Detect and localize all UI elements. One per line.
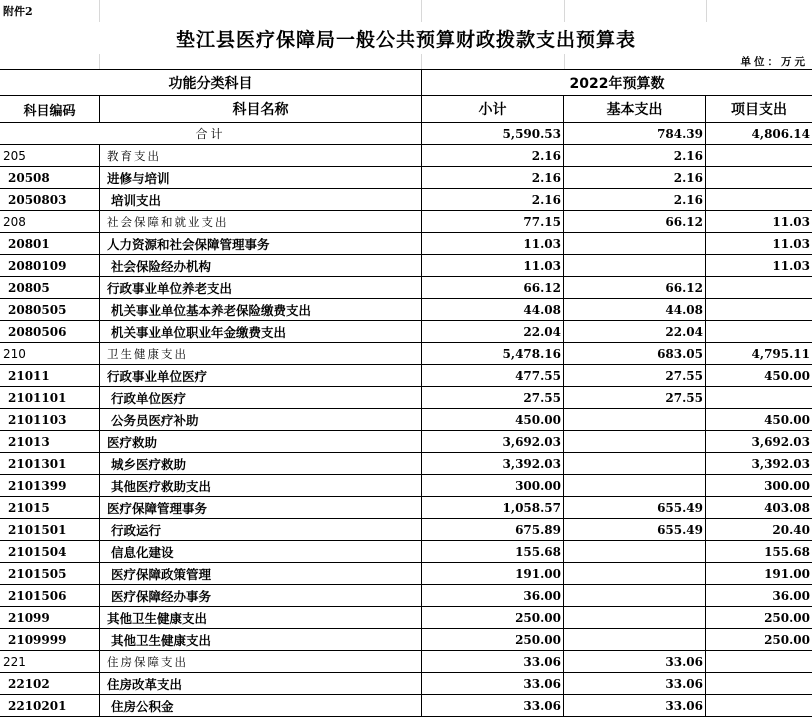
table-row xyxy=(0,519,812,541)
row-subtotal: 2.16 xyxy=(422,145,564,167)
table-row xyxy=(0,453,812,475)
header-basic: 基本支出 xyxy=(564,96,706,123)
row-code: 2080505 xyxy=(0,299,100,321)
row-project: 403.08 xyxy=(706,497,812,519)
row-project: 11.03 xyxy=(706,233,812,255)
row-subtotal: 36.00 xyxy=(422,585,564,607)
table-row xyxy=(0,563,812,585)
row-code: 2101103 xyxy=(0,409,100,431)
table-row xyxy=(0,255,812,277)
row-project xyxy=(706,673,812,695)
row-basic: 27.55 xyxy=(564,387,706,409)
table-row xyxy=(0,673,812,695)
header-code: 科目编码 xyxy=(0,96,100,123)
table-row xyxy=(0,321,812,343)
row-name: 住房保障支出 xyxy=(100,651,422,673)
row-name: 住房改革支出 xyxy=(100,673,422,695)
total-label: 合计 xyxy=(0,123,422,145)
row-code: 221 xyxy=(0,651,100,673)
empty-cell xyxy=(564,54,706,69)
row-basic xyxy=(564,409,706,431)
row-name: 社会保险经办机构 xyxy=(100,255,422,277)
row-code: 21011 xyxy=(0,365,100,387)
unit-row xyxy=(0,54,812,69)
row-subtotal: 11.03 xyxy=(422,255,564,277)
row-basic xyxy=(564,563,706,585)
row-basic xyxy=(564,233,706,255)
table-row xyxy=(0,607,812,629)
row-basic xyxy=(564,585,706,607)
row-code: 2101301 xyxy=(0,453,100,475)
empty-cell xyxy=(99,0,421,22)
header-row-2 xyxy=(0,96,812,123)
row-subtotal: 66.12 xyxy=(422,277,564,299)
row-code: 210 xyxy=(0,343,100,365)
row-code: 20508 xyxy=(0,167,100,189)
row-project: 11.03 xyxy=(706,211,812,233)
row-project: 155.68 xyxy=(706,541,812,563)
row-name: 住房公积金 xyxy=(100,695,422,717)
row-name: 进修与培训 xyxy=(100,167,422,189)
row-code: 2101505 xyxy=(0,563,100,585)
row-basic: 33.06 xyxy=(564,673,706,695)
row-project xyxy=(706,277,812,299)
empty-cell xyxy=(706,0,812,22)
row-project xyxy=(706,321,812,343)
row-project xyxy=(706,189,812,211)
row-subtotal: 2.16 xyxy=(422,189,564,211)
row-subtotal: 3,392.03 xyxy=(422,453,564,475)
row-code: 205 xyxy=(0,145,100,167)
row-subtotal: 250.00 xyxy=(422,607,564,629)
row-basic xyxy=(564,431,706,453)
row-code: 2109999 xyxy=(0,629,100,651)
row-name: 人力资源和社会保障管理事务 xyxy=(100,233,422,255)
page-title: 垫江县医疗保障局一般公共预算财政拨款支出预算表 xyxy=(175,28,636,51)
row-basic xyxy=(564,607,706,629)
row-project xyxy=(706,651,812,673)
row-name: 机关事业单位基本养老保险缴费支出 xyxy=(100,299,422,321)
row-code: 2210201 xyxy=(0,695,100,717)
table-row xyxy=(0,431,812,453)
row-code: 21099 xyxy=(0,607,100,629)
row-basic: 2.16 xyxy=(564,167,706,189)
empty-cell xyxy=(564,0,706,22)
row-basic: 655.49 xyxy=(564,497,706,519)
row-basic xyxy=(564,255,706,277)
row-name: 城乡医疗救助 xyxy=(100,453,422,475)
unit-label: 单位：万元 xyxy=(740,56,808,68)
row-basic: 2.16 xyxy=(564,145,706,167)
row-basic: 655.49 xyxy=(564,519,706,541)
row-basic: 22.04 xyxy=(564,321,706,343)
row-name: 行政事业单位养老支出 xyxy=(100,277,422,299)
attachment-label: 附件2 xyxy=(3,5,33,18)
row-name: 培训支出 xyxy=(100,189,422,211)
row-code: 208 xyxy=(0,211,100,233)
row-code: 20805 xyxy=(0,277,100,299)
row-subtotal: 450.00 xyxy=(422,409,564,431)
row-project: 250.00 xyxy=(706,607,812,629)
row-name: 其他卫生健康支出 xyxy=(100,607,422,629)
row-subtotal: 675.89 xyxy=(422,519,564,541)
header-row-1 xyxy=(0,69,812,96)
row-project: 4,795.11 xyxy=(706,343,812,365)
row-project: 3,692.03 xyxy=(706,431,812,453)
row-subtotal: 300.00 xyxy=(422,475,564,497)
row-project xyxy=(706,145,812,167)
total-project: 4,806.14 xyxy=(706,123,812,145)
row-name: 公务员医疗补助 xyxy=(100,409,422,431)
row-subtotal: 5,478.16 xyxy=(422,343,564,365)
row-project xyxy=(706,167,812,189)
row-name: 医疗救助 xyxy=(100,431,422,453)
table-row xyxy=(0,189,812,211)
row-code: 21013 xyxy=(0,431,100,453)
row-code: 2101501 xyxy=(0,519,100,541)
row-basic: 683.05 xyxy=(564,343,706,365)
table-row xyxy=(0,695,812,717)
row-project: 3,392.03 xyxy=(706,453,812,475)
row-subtotal: 2.16 xyxy=(422,167,564,189)
row-project xyxy=(706,695,812,717)
total-row xyxy=(0,123,812,145)
row-subtotal: 33.06 xyxy=(422,673,564,695)
table-row xyxy=(0,387,812,409)
row-project: 11.03 xyxy=(706,255,812,277)
row-code: 2080506 xyxy=(0,321,100,343)
header-project: 项目支出 xyxy=(706,96,812,123)
table-row xyxy=(0,651,812,673)
row-name: 医疗保障政策管理 xyxy=(100,563,422,585)
row-subtotal: 155.68 xyxy=(422,541,564,563)
table-row xyxy=(0,233,812,255)
row-basic: 66.12 xyxy=(564,211,706,233)
table-row xyxy=(0,475,812,497)
empty-cell xyxy=(421,0,564,22)
row-name: 卫生健康支出 xyxy=(100,343,422,365)
row-project: 450.00 xyxy=(706,409,812,431)
row-subtotal: 477.55 xyxy=(422,365,564,387)
header-subtotal: 小计 xyxy=(422,96,564,123)
row-subtotal: 33.06 xyxy=(422,651,564,673)
empty-cell xyxy=(421,54,564,69)
row-project xyxy=(706,299,812,321)
row-code: 2101101 xyxy=(0,387,100,409)
row-basic: 66.12 xyxy=(564,277,706,299)
row-subtotal: 250.00 xyxy=(422,629,564,651)
table-row xyxy=(0,277,812,299)
row-subtotal: 191.00 xyxy=(422,563,564,585)
row-subtotal: 11.03 xyxy=(422,233,564,255)
row-name: 医疗保障经办事务 xyxy=(100,585,422,607)
row-project: 36.00 xyxy=(706,585,812,607)
table-row xyxy=(0,299,812,321)
table-row xyxy=(0,365,812,387)
row-basic xyxy=(564,453,706,475)
empty-cell xyxy=(99,54,421,69)
row-name: 社会保障和就业支出 xyxy=(100,211,422,233)
total-subtotal: 5,590.53 xyxy=(422,123,564,145)
row-project: 250.00 xyxy=(706,629,812,651)
row-basic xyxy=(564,629,706,651)
row-basic: 27.55 xyxy=(564,365,706,387)
row-project: 191.00 xyxy=(706,563,812,585)
row-subtotal: 1,058.57 xyxy=(422,497,564,519)
row-code: 21015 xyxy=(0,497,100,519)
table-row xyxy=(0,167,812,189)
row-basic: 33.06 xyxy=(564,695,706,717)
row-basic: 33.06 xyxy=(564,651,706,673)
row-subtotal: 44.08 xyxy=(422,299,564,321)
title-row xyxy=(0,22,812,54)
table-row xyxy=(0,585,812,607)
row-code: 2101504 xyxy=(0,541,100,563)
row-subtotal: 22.04 xyxy=(422,321,564,343)
row-name: 信息化建设 xyxy=(100,541,422,563)
table-row xyxy=(0,145,812,167)
row-project xyxy=(706,387,812,409)
row-subtotal: 77.15 xyxy=(422,211,564,233)
row-name: 行政事业单位医疗 xyxy=(100,365,422,387)
row-name: 机关事业单位职业年金缴费支出 xyxy=(100,321,422,343)
row-subtotal: 33.06 xyxy=(422,695,564,717)
row-code: 2080109 xyxy=(0,255,100,277)
row-basic xyxy=(564,541,706,563)
row-project: 450.00 xyxy=(706,365,812,387)
table-row xyxy=(0,343,812,365)
row-code: 2101506 xyxy=(0,585,100,607)
row-basic xyxy=(564,475,706,497)
row-name: 行政单位医疗 xyxy=(100,387,422,409)
row-basic: 44.08 xyxy=(564,299,706,321)
row-basic: 2.16 xyxy=(564,189,706,211)
row-code: 2050803 xyxy=(0,189,100,211)
row-name: 行政运行 xyxy=(100,519,422,541)
table-row xyxy=(0,497,812,519)
total-basic: 784.39 xyxy=(564,123,706,145)
row-name: 医疗保障管理事务 xyxy=(100,497,422,519)
row-project: 300.00 xyxy=(706,475,812,497)
row-project: 20.40 xyxy=(706,519,812,541)
table-row xyxy=(0,541,812,563)
row-name: 其他卫生健康支出 xyxy=(100,629,422,651)
row-name: 其他医疗救助支出 xyxy=(100,475,422,497)
row-subtotal: 27.55 xyxy=(422,387,564,409)
row-code: 20801 xyxy=(0,233,100,255)
row-code: 22102 xyxy=(0,673,100,695)
row-subtotal: 3,692.03 xyxy=(422,431,564,453)
table-row xyxy=(0,211,812,233)
row-name: 教育支出 xyxy=(100,145,422,167)
header-budget-group: 2022年预算数 xyxy=(422,70,812,96)
attachment-row xyxy=(0,0,812,22)
row-code: 2101399 xyxy=(0,475,100,497)
header-func-group: 功能分类科目 xyxy=(0,70,422,96)
table-row xyxy=(0,409,812,431)
table-row xyxy=(0,629,812,651)
header-name: 科目名称 xyxy=(100,96,422,123)
